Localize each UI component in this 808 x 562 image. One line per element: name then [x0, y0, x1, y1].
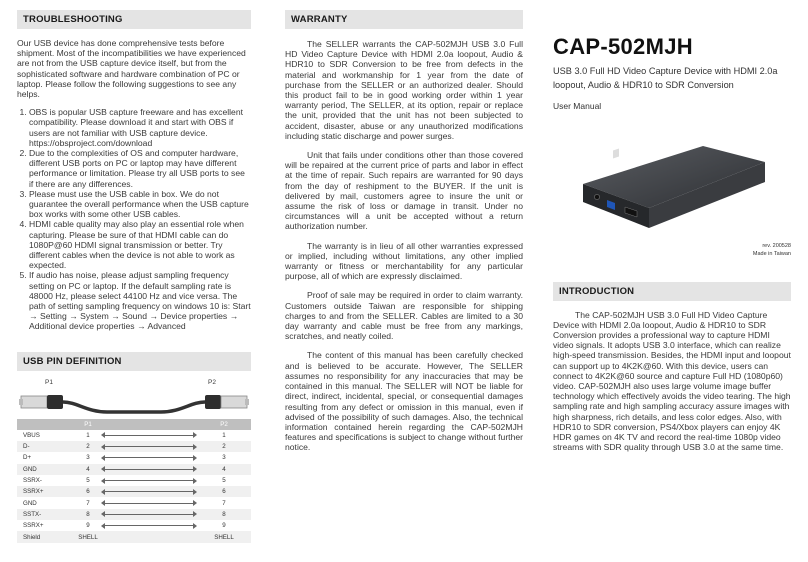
- double-arrow-icon: [105, 491, 193, 492]
- table-row: Shield SHELL SHELL: [17, 531, 251, 542]
- revision-label: rev. 200528: [762, 242, 791, 249]
- middle-column: [285, 10, 523, 453]
- troubleshooting-intro: Our USB device has done comprehensive tests before shipment. Most of the incompatibilities we have experienced are not from the USB capture device itself, but from the sophisticated software and hardware combination of PC or laptop. Please follow the following suggestions to see any helps.: [17, 38, 246, 100]
- table-row: D- 2 2: [17, 441, 251, 452]
- usb-pin-header: USB PIN DEFINITION: [17, 352, 251, 371]
- warranty-paragraph: The SELLER warrants the CAP-502MJH USB 3.0 Full HD Video Capture Device with HDMI 2.0a loopout, Audio & HDR10 to SDR Conversion to be free from defects in the material and workmanship for 1 year from the date of purchase from the SELLER or an authorized dealer. Should this product fail to be in good working order within 1 year warranty period, The SELLER, at its option, repair or replace the unit, provided that the unit has not been subjected to accident, disaster, abuse or any unauthorized modifications including static discharge and power surges.: [285, 39, 523, 141]
- obs-download-link[interactable]: https://obsproject.com/download: [29, 137, 153, 148]
- table-row: GND 4 4: [17, 464, 251, 475]
- list-item: 5. If audio has noise, please adjust sampling frequency setting on PC or laptop. If the default sampling rate is 48000 Hz, please select 44100 Hz and vice versa. The path of setting sampling frequency on windows 10 is: Start → Setting → System → Sound → Device properties → Additional device properties → Advanced: [29, 270, 251, 331]
- warranty-header: WARRANTY: [285, 10, 523, 29]
- table-row: SSRX- 5 5: [23, 477, 226, 485]
- product-subtitle: USB 3.0 Full HD Video Capture Device with HDMI 2.0a loopout, Audio & HDR10 to SDR Conversion: [553, 66, 778, 90]
- double-arrow-icon: [105, 469, 193, 470]
- list-item: 4. HDMI cable quality may also play an essential role when capturing. Please be sure of that HDMI cable can do 1080P@60 HDMI signal transmission or better. Try different cables when the device is not able to work as expected.: [29, 219, 251, 270]
- made-in-label: Made in Taiwan: [752, 250, 791, 257]
- table-row: SSTX- 8 8: [17, 509, 251, 520]
- warranty-paragraph: Unit that fails under conditions other than those covered will be repaired at the current price of parts and labor in effect at the time of repair. Such repairs are warranted for 90 days from the day of reshipment to the BUYER. If the unit is delivered by mail, customers agree to insure the unit or assume the risk of loss or damage in transit. Under no circumstances will a unit be accepted without a return authorization number.: [285, 150, 523, 232]
- table-row: SSRX+ 6 6: [17, 486, 251, 497]
- double-arrow-icon: [105, 457, 193, 458]
- left-column: [17, 10, 251, 543]
- cable-p2-label: P2: [208, 378, 216, 386]
- troubleshooting-list: [17, 107, 251, 331]
- product-title: CAP-502MJH: [553, 34, 693, 59]
- table-row: SSRX+ 9 9: [23, 522, 226, 530]
- introduction-header: INTRODUCTION: [553, 282, 791, 301]
- right-column: [553, 10, 791, 452]
- warranty-paragraph: The content of this manual has been carefully checked and is believed to be accurate. However, The SELLER assumes no responsibility for any inaccuracies that may be contained in this manual. The SELLER will NOT be liable for direct, indirect, incidental, special, or consequential damages resulting from any defect or omission in this manual, even if advised of the possibility of such damages. Also, the technical information contained herein regarding the CAP-502MJH features and specifications is subject to change without further notice.: [285, 350, 523, 453]
- capture-device-image: [553, 122, 791, 240]
- table-row: D+ 3 3: [23, 454, 226, 462]
- double-arrow-icon: [105, 525, 193, 526]
- warranty-paragraph: Proof of sale may be required in order to claim warranty. Customers outside Taiwan are responsible for shipping charges to and from the SELLER. Cables are limited to a 30 day warranty and cable must be free from any markings, scratches, and neatly coiled.: [285, 290, 523, 342]
- user-manual-label: User Manual: [553, 101, 602, 111]
- list-item: 2. Due to the complexities of OS and computer hardware, different USB ports on PC or laptop may have different performance or limitation. Please try all USB ports to see if there are any differences.: [29, 148, 251, 189]
- cable-p1-label: P1: [45, 378, 53, 386]
- usb-pin-table: [17, 419, 251, 543]
- col-p1: P1: [75, 419, 101, 430]
- list-item: 1. OBS is popular USB capture freeware and has excellent compatibility. Please download it and start with OBS if users are not familiar with USB capture device. https://obsproject.com/download: [29, 107, 251, 148]
- col-p2: P2: [197, 419, 251, 430]
- double-arrow-icon: [105, 435, 193, 436]
- troubleshooting-header: TROUBLESHOOTING: [17, 10, 251, 29]
- double-arrow-icon: [105, 503, 193, 504]
- list-item: 3. Please must use the USB cable in box. We do not guarantee the overall performance when the USB capture box works with some other USB cables.: [29, 189, 251, 220]
- warranty-paragraph: The warranty is in lieu of all other warranties expressed or implied, including without limitations, any other implied warranty or fitness or merchantability for any particular purpose, all of which are expressly disclaimed.: [285, 240, 523, 282]
- table-row: GND 7 7: [23, 499, 226, 507]
- usb-cable-icon: [17, 387, 251, 419]
- introduction-text: The CAP-502MJH USB 3.0 Full HD Video Capture Device with HDMI 2.0a loopout, Audio & HDR10 to SDR Conversion provides a professional way to capture HDMI video signals. It adopts USB 3.0 interface, which can realize high-speed transmission. Besides, the HDMI input and loopout can support up to 4K2K@60. With this device, users can connect to 4K2K@60 source and capture Full HD (1080p60) video. CAP-502MJH also uses large volume image buffer technology which effectively avoids the video tearing. The high sampling rate and high sampling accuracy assure images with high sharpness, rich details, and less color edges. Also, with HDR10 to SDR conversion, PS4/Xbox players can enjoy 4K HDR games on 4K TV and record the real-time 1080p video streams with SDR quality through USB 3.0 at the same time.: [553, 309, 791, 453]
- double-arrow-icon: [105, 514, 193, 515]
- table-row: VBUS 1 1: [23, 431, 226, 439]
- usb-cable-diagram: [17, 377, 251, 419]
- double-arrow-icon: [105, 446, 193, 447]
- double-arrow-icon: [105, 480, 193, 481]
